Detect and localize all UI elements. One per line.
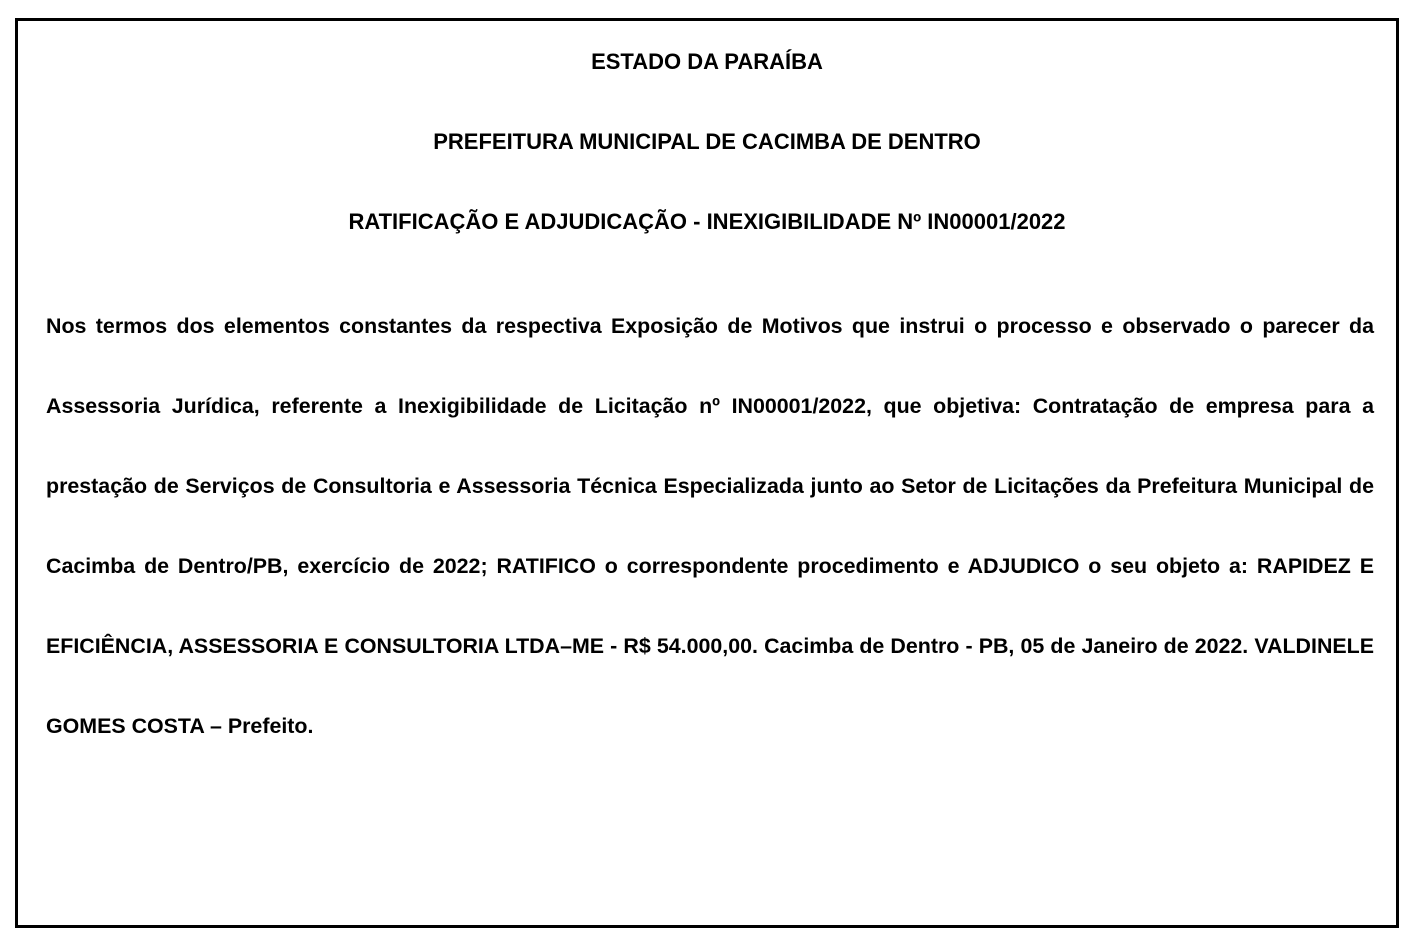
body-paragraph: Nos termos dos elementos constantes da respectiva Exposição de Motivos que instrui o processo e observado o parecer da Assessoria Jurídica, referente a Inexigibilidade de Licitação nº IN00001/2022, que objetiva: Contratação de empresa para a prestação de Serviços de Consultoria e Assessoria Técnica Especializada junto ao Setor de Licitações da Prefeitura Municipal de Cacimba de Dentro/PB, exercício de 2022; RATIFICO o correspondente procedimento e ADJUDICO o seu objeto a: RAPIDEZ E EFICIÊNCIA, ASSESSORIA E CONSULTORIA LTDA–ME - R$ 54.000,00. Cacimba de Dentro - PB, 05 de Janeiro de 2022. VALDINELE GOMES COSTA – Prefeito. <box>46 314 1374 738</box>
heading-state: ESTADO DA PARAÍBA <box>591 49 823 74</box>
heading-act-title: RATIFICAÇÃO E ADJUDICAÇÃO - INEXIGIBILIDADE Nº IN00001/2022 <box>348 209 1066 234</box>
heading-municipality: PREFEITURA MUNICIPAL DE CACIMBA DE DENTRO <box>433 129 981 154</box>
document-frame <box>15 18 1399 928</box>
